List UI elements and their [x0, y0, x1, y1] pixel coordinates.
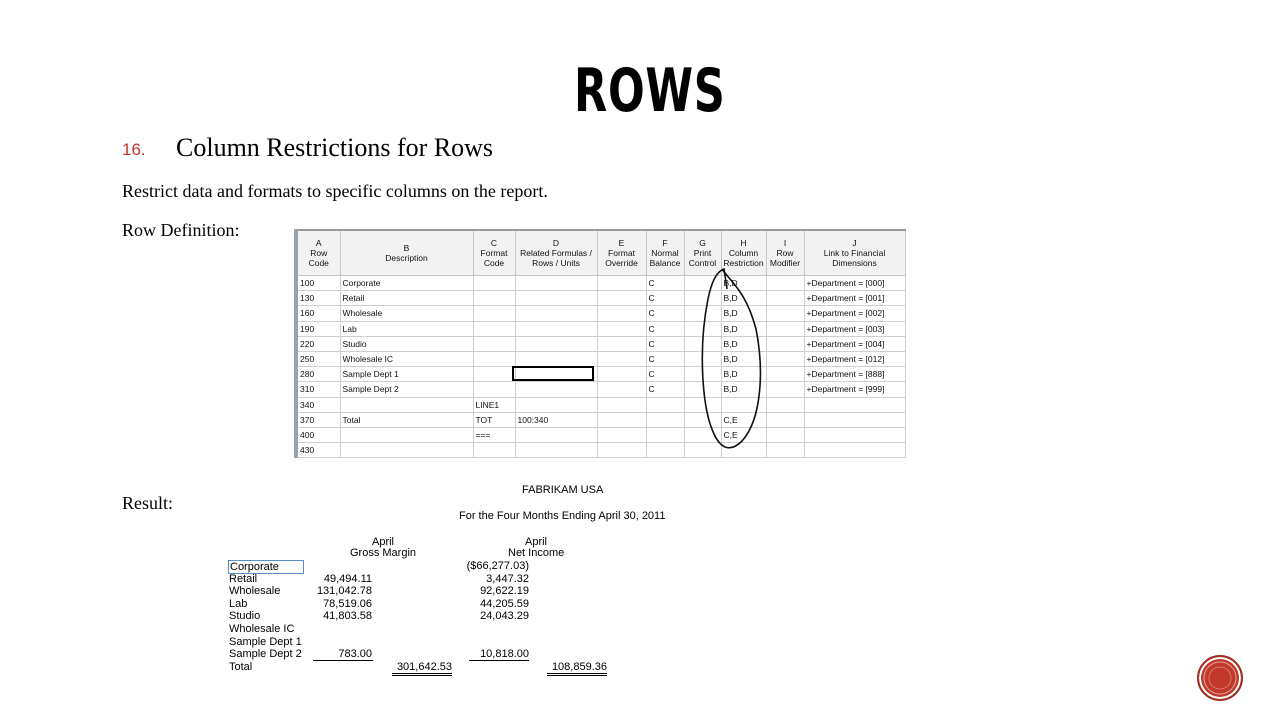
grid-cell[interactable]: [721, 443, 766, 458]
column-header-text: Related Formulas /: [520, 248, 592, 258]
grid-cell[interactable]: B,D: [721, 291, 766, 306]
grid-cell[interactable]: +Department = [001]: [804, 291, 905, 306]
column-header-text: G: [699, 238, 706, 248]
grid-cell[interactable]: [684, 336, 721, 351]
column-header-i[interactable]: [766, 230, 804, 276]
grid-cell[interactable]: 160: [296, 306, 340, 321]
selected-cell-outline: [512, 366, 594, 381]
grid-cell[interactable]: 100:340: [515, 412, 597, 427]
column-header-d[interactable]: [515, 230, 597, 276]
grid-cell[interactable]: LINE1: [473, 397, 515, 412]
grid-cell[interactable]: [597, 427, 646, 442]
item-heading: Column Restrictions for Rows: [176, 133, 494, 162]
result-label: Result:: [122, 493, 174, 513]
grid-cell[interactable]: Lab: [340, 321, 473, 336]
grid-cell[interactable]: C: [646, 382, 684, 397]
grid-cell[interactable]: [766, 321, 804, 336]
grid-cell[interactable]: [684, 321, 721, 336]
grid-cell[interactable]: [597, 306, 646, 321]
report-row-label: Studio: [229, 610, 261, 623]
report-value: 3,447.32: [486, 572, 529, 585]
grid-cell[interactable]: Sample Dept 2: [340, 382, 473, 397]
column-header-text: Format: [480, 248, 508, 258]
grid-cell[interactable]: [597, 443, 646, 458]
grid-cell[interactable]: B,D: [721, 367, 766, 382]
col1-header-line1: April: [372, 536, 395, 548]
grid-cell[interactable]: [684, 397, 721, 412]
report-value: 92,622.19: [480, 585, 529, 598]
grid-cell[interactable]: [597, 382, 646, 397]
report-period: For the Four Months Ending April 30, 2011: [459, 510, 666, 522]
report-company: FABRIKAM USA: [522, 484, 604, 496]
column-header-f[interactable]: [646, 230, 684, 276]
grid-cell[interactable]: [473, 291, 515, 306]
grid-cell[interactable]: C: [646, 291, 684, 306]
grid-cell[interactable]: Sample Dept 1: [340, 367, 473, 382]
grid-cell[interactable]: [597, 276, 646, 291]
grid-cell[interactable]: [597, 412, 646, 427]
grid-cell[interactable]: B,D: [721, 306, 766, 321]
column-header-text: Code: [483, 258, 505, 268]
column-header-text: Format: [608, 248, 635, 258]
grid-cell[interactable]: 190: [296, 321, 340, 336]
grid-cell[interactable]: [515, 382, 597, 397]
grid-row: [296, 306, 905, 321]
grid-row: [296, 397, 905, 412]
grid-cell[interactable]: [684, 306, 721, 321]
column-header-text: Control: [688, 258, 717, 268]
grid-cell[interactable]: C,E: [721, 427, 766, 442]
grid-cell[interactable]: [473, 443, 515, 458]
grid-cell[interactable]: B,D: [721, 382, 766, 397]
grid-cell[interactable]: [515, 427, 597, 442]
description-text: Restrict data and formats to specific columns on the report.: [122, 181, 548, 201]
report-row-label: Retail: [229, 572, 258, 585]
report-value: 49,494.11: [323, 572, 372, 585]
grid-cell[interactable]: TOT: [473, 412, 515, 427]
row-definition-grid: [294, 229, 903, 459]
grid-cell[interactable]: [473, 336, 515, 351]
grid-row: [296, 351, 905, 366]
grid-cell[interactable]: 310: [296, 382, 340, 397]
grid-cell[interactable]: [804, 397, 905, 412]
grid-cell[interactable]: C: [646, 336, 684, 351]
grid-cell[interactable]: [473, 306, 515, 321]
report-value: 41,803.58: [323, 610, 372, 623]
column-header-text: Override: [605, 258, 638, 268]
grid-row: [296, 427, 905, 442]
column-header-b[interactable]: [340, 230, 473, 276]
report-row-label: Wholesale IC: [229, 623, 295, 635]
grid-cell[interactable]: [684, 427, 721, 442]
grid-cell[interactable]: ===: [473, 427, 515, 442]
grid-row: [296, 321, 905, 336]
grid-cell[interactable]: [515, 351, 597, 366]
grid-row: [296, 443, 905, 458]
column-header-text: A: [315, 238, 322, 248]
grid-cell[interactable]: [684, 276, 721, 291]
report-value: 10,818.00: [480, 648, 529, 661]
grid-cell[interactable]: [473, 351, 515, 366]
grid-cell[interactable]: B,D: [721, 321, 766, 336]
grid-cell[interactable]: [515, 321, 597, 336]
grid-cell[interactable]: [515, 336, 597, 351]
grid-cell[interactable]: 340: [296, 397, 340, 412]
report-value: 108,859.36: [547, 661, 607, 676]
column-header-text: Row: [776, 248, 794, 258]
column-header-text: Normal: [651, 248, 679, 258]
grid-cell[interactable]: [646, 427, 684, 442]
grid-cell[interactable]: Studio: [340, 336, 473, 351]
column-header-j[interactable]: [804, 230, 905, 276]
grid-cell[interactable]: [597, 336, 646, 351]
grid-cell[interactable]: C,E: [721, 412, 766, 427]
grid-cell[interactable]: 430: [296, 443, 340, 458]
grid-cell[interactable]: [684, 412, 721, 427]
col2-header-line2: Net Income: [508, 547, 565, 559]
column-header-text: Balance: [649, 258, 681, 268]
column-header-e[interactable]: [597, 230, 646, 276]
grid-cell[interactable]: [646, 397, 684, 412]
report-value: 44,205.59: [480, 597, 529, 610]
grid-cell[interactable]: [766, 397, 804, 412]
grid-cell[interactable]: [515, 276, 597, 291]
grid-cell[interactable]: [684, 443, 721, 458]
grid-cell[interactable]: [473, 367, 515, 382]
grid-row: [296, 291, 905, 306]
grid-cell[interactable]: +Department = [004]: [804, 336, 905, 351]
report-value: 783.00: [338, 648, 372, 661]
grid-cell[interactable]: 250: [296, 351, 340, 366]
column-header-text: Column: [728, 248, 759, 258]
grid-row: [296, 367, 905, 382]
grid-cell[interactable]: [597, 367, 646, 382]
column-header-text: Link to Financial: [823, 248, 886, 258]
column-header-h[interactable]: [721, 230, 766, 276]
col2-header-line1: April: [525, 536, 548, 548]
grid-cell[interactable]: C: [646, 276, 684, 291]
grid-cell[interactable]: [340, 397, 473, 412]
column-header-text: Row: [310, 248, 328, 258]
item-number: 16.: [122, 140, 146, 159]
grid-row: [296, 336, 905, 351]
subtotal-rule-net: [469, 660, 529, 661]
grid-cell[interactable]: +Department = [999]: [804, 382, 905, 397]
report-value: 24,043.29: [480, 610, 529, 623]
grid-cell[interactable]: [804, 412, 905, 427]
grid-cell[interactable]: +Department = [000]: [804, 276, 905, 291]
grid-row: [296, 382, 905, 397]
column-header-c[interactable]: [473, 230, 515, 276]
col1-header-line2: Gross Margin: [350, 547, 417, 559]
grid-cell[interactable]: 370: [296, 412, 340, 427]
report-row-label: Corporate: [228, 560, 304, 574]
column-header-text: B: [403, 243, 410, 253]
grid-row: [296, 276, 905, 291]
column-header-text: Dimensions: [832, 258, 877, 268]
grid-cell[interactable]: [766, 276, 804, 291]
grid-cell[interactable]: [646, 412, 684, 427]
grid-cell[interactable]: [684, 367, 721, 382]
grid-cell[interactable]: +Department = [003]: [804, 321, 905, 336]
ornamental-circle-icon: [1197, 655, 1243, 701]
column-header-text: Print: [693, 248, 712, 258]
grid-cell[interactable]: Wholesale IC: [340, 351, 473, 366]
grid-cell[interactable]: B,D: [721, 276, 766, 291]
column-header-text: Description: [385, 253, 428, 263]
grid-cell[interactable]: 100: [296, 276, 340, 291]
grid-cell[interactable]: +Department = [888]: [804, 367, 905, 382]
grid-cell[interactable]: [515, 306, 597, 321]
grid-cell[interactable]: [340, 443, 473, 458]
grid-cell[interactable]: [684, 291, 721, 306]
report-row-label: Total: [229, 660, 253, 673]
grid-cell[interactable]: [473, 276, 515, 291]
grid-cell[interactable]: [340, 427, 473, 442]
grid-cell[interactable]: +Department = [002]: [804, 306, 905, 321]
column-header-text: C: [490, 238, 498, 248]
column-header-text: H: [740, 238, 747, 248]
slide-title: ROWS: [574, 56, 726, 126]
grid-cell[interactable]: Wholesale: [340, 306, 473, 321]
grid-cell[interactable]: 220: [296, 336, 340, 351]
column-header-text: Rows / Units: [532, 258, 580, 268]
column-header-text: Restriction: [723, 258, 764, 268]
grid-cell[interactable]: [597, 397, 646, 412]
grid-cell[interactable]: B,D: [721, 351, 766, 366]
subtotal-rule-gross: [313, 660, 373, 661]
grid-cell[interactable]: [646, 443, 684, 458]
grid-cell[interactable]: [597, 351, 646, 366]
grid-cell[interactable]: [721, 397, 766, 412]
report-row-label: Sample Dept 2: [229, 648, 302, 661]
column-header-text: D: [552, 238, 560, 248]
column-header-text: I: [783, 238, 787, 248]
grid-cell[interactable]: Corporate: [340, 276, 473, 291]
grid-cell[interactable]: Retail: [340, 291, 473, 306]
grid-cell[interactable]: [766, 351, 804, 366]
grid-cell[interactable]: [684, 382, 721, 397]
grid-cell[interactable]: C: [646, 321, 684, 336]
grid-cell[interactable]: 130: [296, 291, 340, 306]
report-row-label: Lab: [229, 597, 248, 610]
column-header-text: Modifier: [769, 258, 801, 268]
report-value: 78,519.06: [323, 597, 372, 610]
report-value: 131,042.78: [316, 585, 372, 598]
grid-cell[interactable]: [684, 351, 721, 366]
grid-cell[interactable]: 400: [296, 427, 340, 442]
grid-cell[interactable]: +Department = [012]: [804, 351, 905, 366]
column-header-text: F: [662, 238, 668, 248]
grid-cell[interactable]: [766, 412, 804, 427]
grid-cell[interactable]: C: [646, 351, 684, 366]
grid-cell[interactable]: [766, 336, 804, 351]
grid-cell[interactable]: [597, 291, 646, 306]
column-header-text: E: [618, 238, 625, 248]
grid-cell[interactable]: C: [646, 367, 684, 382]
column-header-text: Code: [308, 258, 329, 268]
row-definition-label: Row Definition:: [122, 220, 240, 240]
column-header-g[interactable]: [684, 230, 721, 276]
report-value: 301,642.53: [392, 661, 452, 676]
grid-cell[interactable]: C: [646, 306, 684, 321]
grid-cell[interactable]: [473, 321, 515, 336]
report-value: ($66,277.03): [466, 560, 529, 572]
grid-row: [296, 412, 905, 427]
report-row-label: Sample Dept 1: [229, 635, 302, 648]
grid-cell[interactable]: [473, 382, 515, 397]
column-header-a[interactable]: [296, 230, 340, 276]
grid-cell[interactable]: [766, 427, 804, 442]
grid-cell[interactable]: [804, 443, 905, 458]
grid-cell[interactable]: [515, 443, 597, 458]
grid-cell[interactable]: [766, 443, 804, 458]
report-row-label: Wholesale: [229, 585, 281, 598]
grid-cell[interactable]: [804, 427, 905, 442]
grid-cell[interactable]: [766, 291, 804, 306]
grid-cell[interactable]: [597, 321, 646, 336]
grid-cell[interactable]: [766, 367, 804, 382]
grid-cell[interactable]: [766, 306, 804, 321]
grid-cell[interactable]: B,D: [721, 336, 766, 351]
grid-cell[interactable]: Total: [340, 412, 473, 427]
grid-cell[interactable]: [515, 291, 597, 306]
grid-cell[interactable]: [515, 397, 597, 412]
column-header-text: J: [852, 238, 857, 248]
grid-cell[interactable]: 280: [296, 367, 340, 382]
grid-cell[interactable]: [766, 382, 804, 397]
